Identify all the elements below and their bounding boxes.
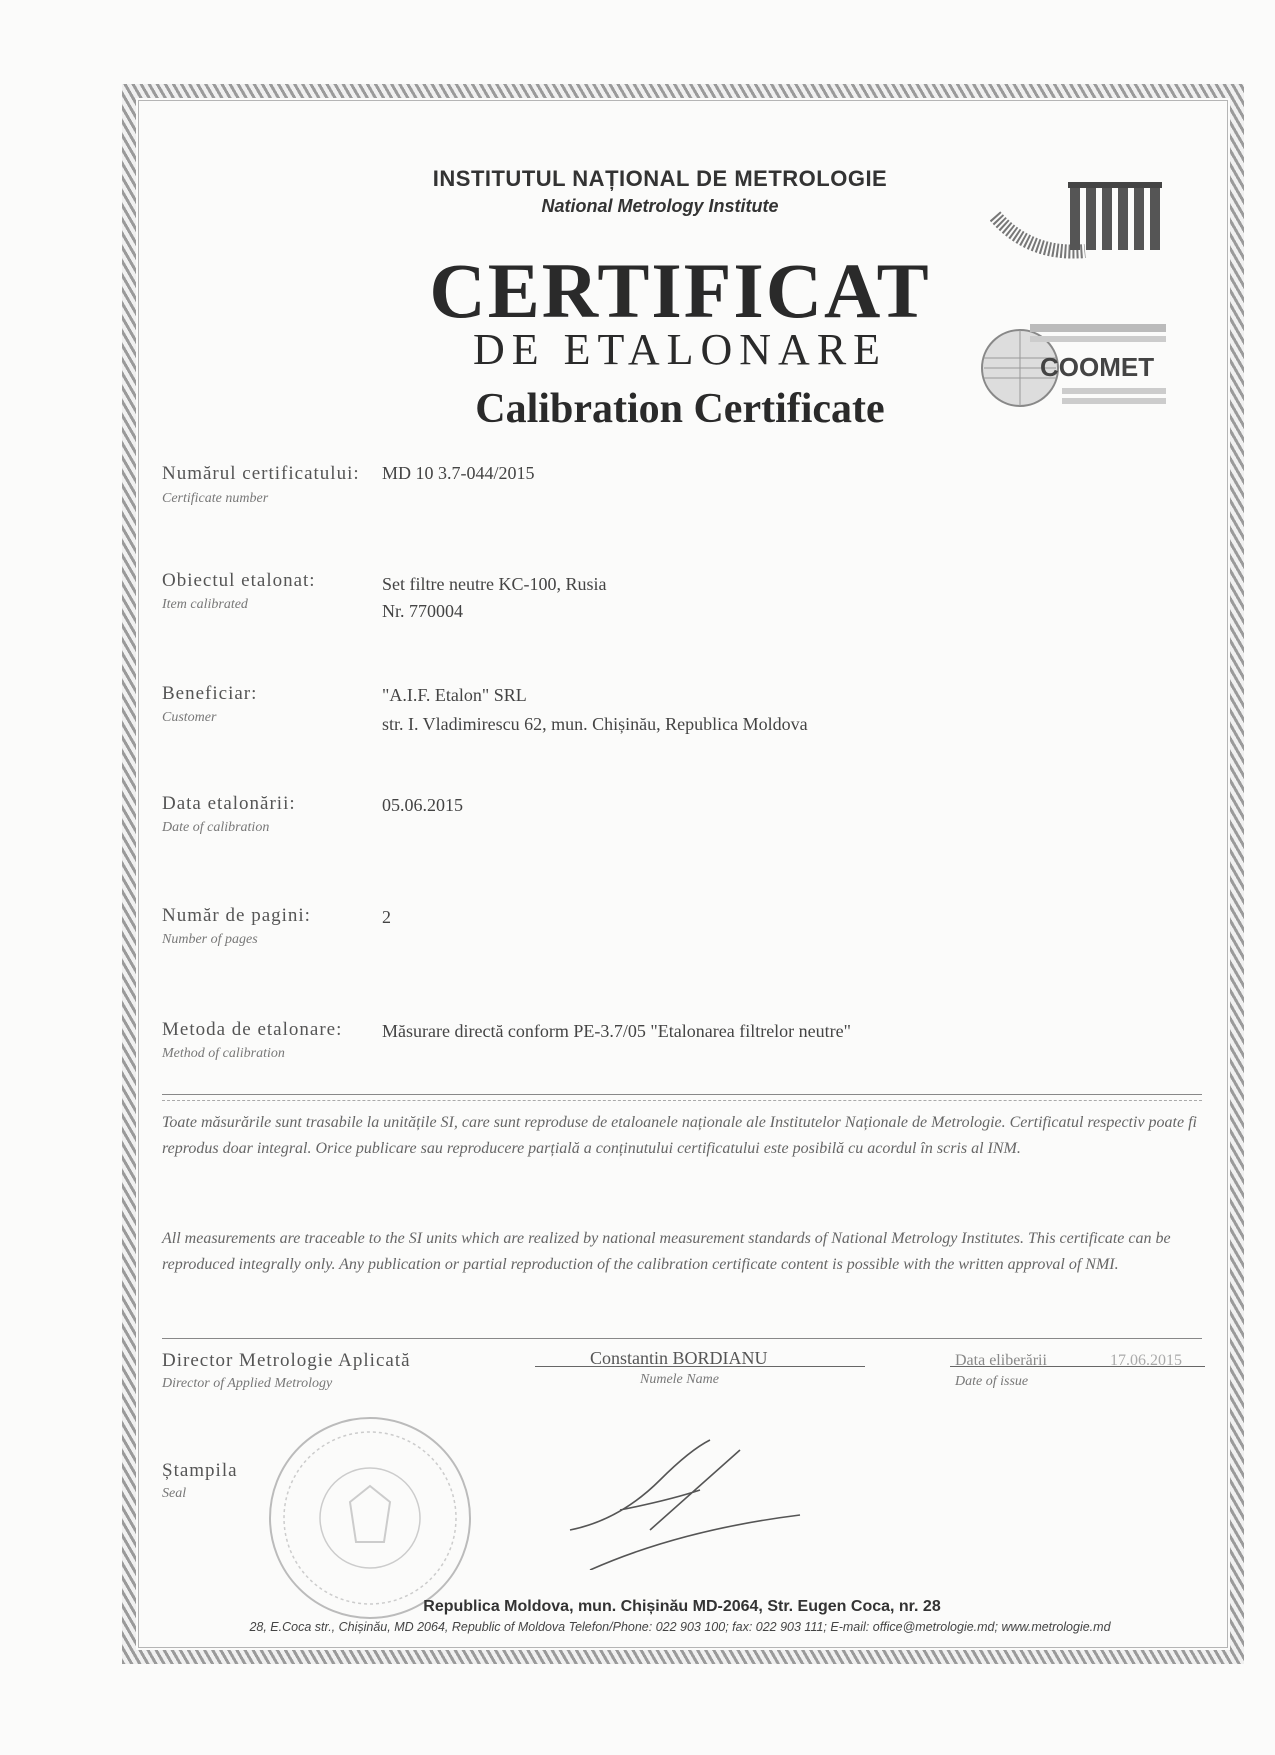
stamp-sub: Seal [162,1486,187,1501]
cert-number-label: Numărul certificatului: [162,463,360,484]
coomet-logo [980,318,1170,418]
cal-date-value: 05.06.2015 [382,795,463,815]
customer-value-line1: "A.I.F. Etalon" SRL [382,685,527,705]
issue-date-value: 17.06.2015 [1110,1352,1182,1369]
institute-name-ro: INSTITUTUL NAȚIONAL DE METROLOGIE [432,166,888,191]
director-label: Director Metrologie Aplicată [162,1350,411,1371]
inm-logo [990,176,1170,266]
stamp-label: Ștampila [162,1460,238,1481]
customer-value-line2: str. I. Vladimirescu 62, mun. Chișinău, Republica Moldova [382,714,808,734]
name-label: Numele Name [640,1372,719,1387]
cal-date-label: Data etalonării: [162,793,296,814]
cert-number-value: MD 10 3.7-044/2015 [382,463,535,483]
note-english: All measurements are traceable to the SI units which are realized by national measurement standards of National Metrology Institutes. This certificate can be reproduced integrally only. Any publication or partial reproduction of the calibration certificate content is possible with the written approval of NMI. [162,1230,1171,1273]
pages-value: 2 [382,907,391,927]
method-sub: Method of calibration [162,1046,285,1061]
separator-top-dashed [162,1100,1202,1101]
issue-date-label: Data eliberării [955,1352,1047,1369]
title-calibration-certificate: Calibration Certificate [475,386,885,432]
director-sub: Director of Applied Metrology [162,1376,333,1391]
coomet-logo-text: COOMET [1040,352,1155,382]
official-seal [264,1412,476,1624]
name-signature-line [535,1366,865,1367]
customer-label: Beneficiar: [162,683,258,704]
separator-top [162,1094,1202,1095]
item-value-line2: Nr. 770004 [382,601,463,621]
signature [560,1420,820,1570]
item-value-line1: Set filtre neutre KC-100, Rusia [382,574,607,594]
issue-date-line [950,1366,1205,1367]
issue-date-sub: Date of issue [955,1374,1029,1389]
separator-bottom [162,1338,1202,1339]
item-label: Obiectul etalonat: [162,570,316,591]
method-label: Metoda de etalonare: [162,1019,343,1040]
footer-address-en: 28, E.Coca str., Chișinău, MD 2064, Republic of Moldova Telefon/Phone: 022 903 100; fax: 022 903 111; E-mail: office@metrologie.md; www.metrologie.md [249,1620,1111,1634]
director-name: Constantin BORDIANU [590,1348,768,1368]
cert-number-sub: Certificate number [162,491,269,506]
item-sub: Item calibrated [162,597,248,612]
footer-address-ro: Republica Moldova, mun. Chișinău MD-2064, Str. Eugen Coca, nr. 28 [423,1598,941,1615]
method-value: Măsurare directă conform PE-3.7/05 "Etalonarea filtrelor neutre" [382,1021,852,1041]
institute-name-en: National Metrology Institute [541,196,779,216]
title-certificat: CERTIFICAT [429,247,931,334]
pages-sub: Number of pages [162,932,258,947]
pages-label: Număr de pagini: [162,905,311,926]
customer-sub: Customer [162,710,217,725]
title-de-etalonare: DE ETALONARE [472,325,888,374]
note-romanian: Toate măsurările sunt trasabile la unitățile SI, care sunt reproduse de etaloanele naționale ale Institutelor Naționale de Metrologie. Certificatul respectiv poate fi reprodus doar integral. Orice publicare sau reproducere parțială a conținutului certificatului este posibilă cu acordul în scris al INM. [162,1114,1197,1157]
cal-date-sub: Date of calibration [162,820,270,835]
